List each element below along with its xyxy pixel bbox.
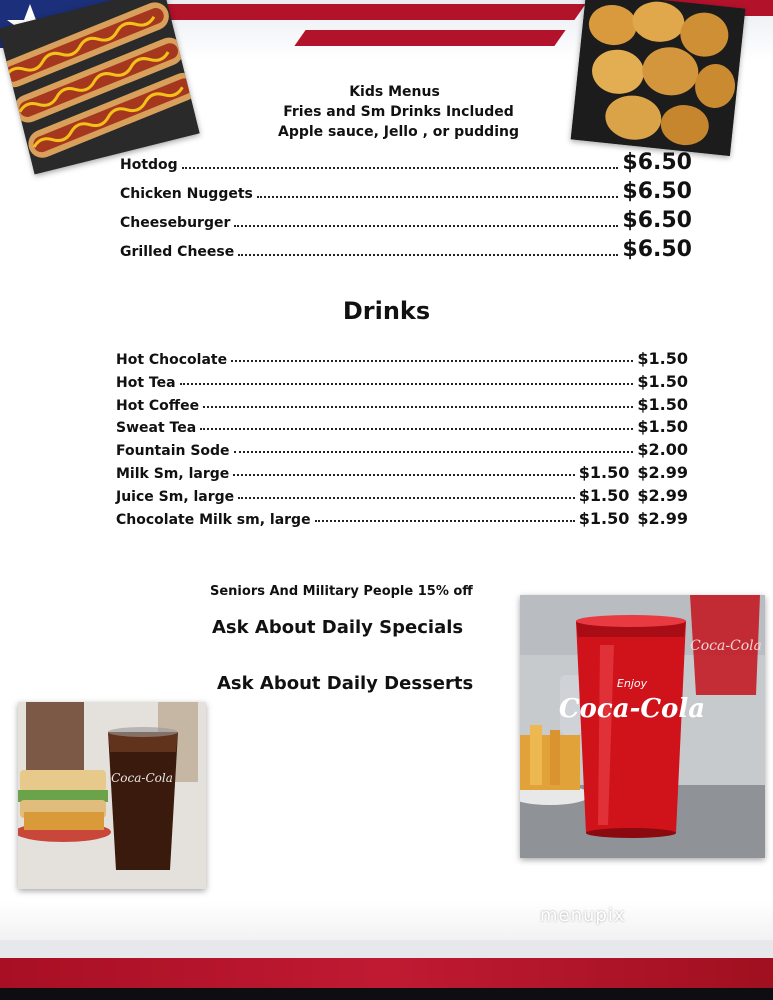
menu-item: [116, 440, 688, 459]
daily-specials-note: Ask About Daily Specials: [212, 617, 464, 638]
menu-item-price-large: $2.99: [637, 486, 688, 505]
menu-item: [116, 509, 688, 528]
flag-stripe: [294, 30, 565, 46]
flag-banner-bottom: [0, 900, 773, 1000]
menu-item-price-small: $1.50: [578, 463, 630, 482]
menu-item: [116, 372, 688, 391]
menu-item-price: $2.00: [637, 440, 688, 459]
cola-logo-small: Coca-Cola: [111, 771, 173, 785]
menu-item-name: Grilled Cheese: [120, 244, 235, 260]
dot-leader: [182, 166, 619, 169]
cola-logo: Coca-Cola: [558, 694, 706, 724]
menu-item: [120, 208, 692, 233]
menu-item-price-large: $2.99: [637, 463, 688, 482]
menu-item: [116, 463, 688, 482]
menu-item-price: $6.50: [622, 150, 692, 175]
menu-item: [120, 237, 692, 262]
menupix-watermark: menupix: [540, 905, 626, 926]
menu-item: [116, 486, 688, 505]
coca-cola-glass-photo: [520, 595, 765, 858]
dot-leader: [180, 382, 634, 385]
dot-leader: [238, 496, 575, 499]
menu-item-name: Sweat Tea: [116, 420, 197, 436]
kids-menu-title: Kids Menus: [349, 84, 440, 100]
flag-stripe: [144, 4, 585, 20]
dot-leader: [203, 405, 633, 408]
menu-item: [120, 179, 692, 204]
dot-leader: [257, 195, 619, 198]
dot-leader: [200, 427, 633, 430]
menu-item-name: Hot Tea: [116, 375, 176, 391]
menu-item-name: Milk Sm, large: [116, 466, 230, 482]
menu-item-name: Cheeseburger: [120, 215, 231, 231]
menu-item-price-small: $1.50: [578, 486, 630, 505]
menu-item-price-large: $2.99: [637, 509, 688, 528]
discount-note: Seniors And Military People 15% off: [210, 584, 473, 599]
menu-item-name: Chicken Nuggets: [120, 186, 253, 202]
dot-leader: [234, 450, 634, 453]
menu-item-price: $6.50: [622, 208, 692, 233]
menu-item-name: Hot Chocolate: [116, 352, 228, 368]
menu-item: [116, 417, 688, 436]
svg-text:Coca-Cola: Coca-Cola: [689, 638, 763, 654]
kids-menu-subtitle: Fries and Sm Drinks Included: [283, 104, 514, 120]
menu-item: [116, 349, 688, 368]
dot-leader: [231, 359, 633, 362]
soda-sandwich-photo: [18, 702, 206, 889]
menu-item-price: $6.50: [622, 179, 692, 204]
daily-desserts-note: Ask About Daily Desserts: [217, 673, 474, 694]
dot-leader: [315, 519, 575, 522]
menu-item: [120, 150, 692, 175]
menu-item-name: Chocolate Milk sm, large: [116, 512, 311, 528]
menu-item-price: $6.50: [622, 237, 692, 262]
kids-menu-subtitle: Apple sauce, Jello , or pudding: [278, 124, 519, 140]
cola-enjoy-text: Enjoy: [616, 677, 648, 690]
menu-item-name: Fountain Sode: [116, 443, 230, 459]
menu-item: [116, 395, 688, 414]
menu-item-name: Juice Sm, large: [116, 489, 235, 505]
flag-red-band: [0, 958, 773, 988]
menu-item-name: Hot Coffee: [116, 398, 200, 414]
menu-item-name: Hotdog: [120, 157, 178, 173]
dot-leader: [233, 473, 575, 476]
dot-leader: [234, 224, 618, 227]
menu-item-price: $1.50: [637, 417, 688, 436]
menu-item-price: $1.50: [637, 349, 688, 368]
dot-leader: [238, 253, 618, 256]
menu-item-price-small: $1.50: [578, 509, 630, 528]
menu-item-price: $1.50: [637, 395, 688, 414]
drinks-heading: Drinks: [342, 297, 431, 325]
menu-item-price: $1.50: [637, 372, 688, 391]
